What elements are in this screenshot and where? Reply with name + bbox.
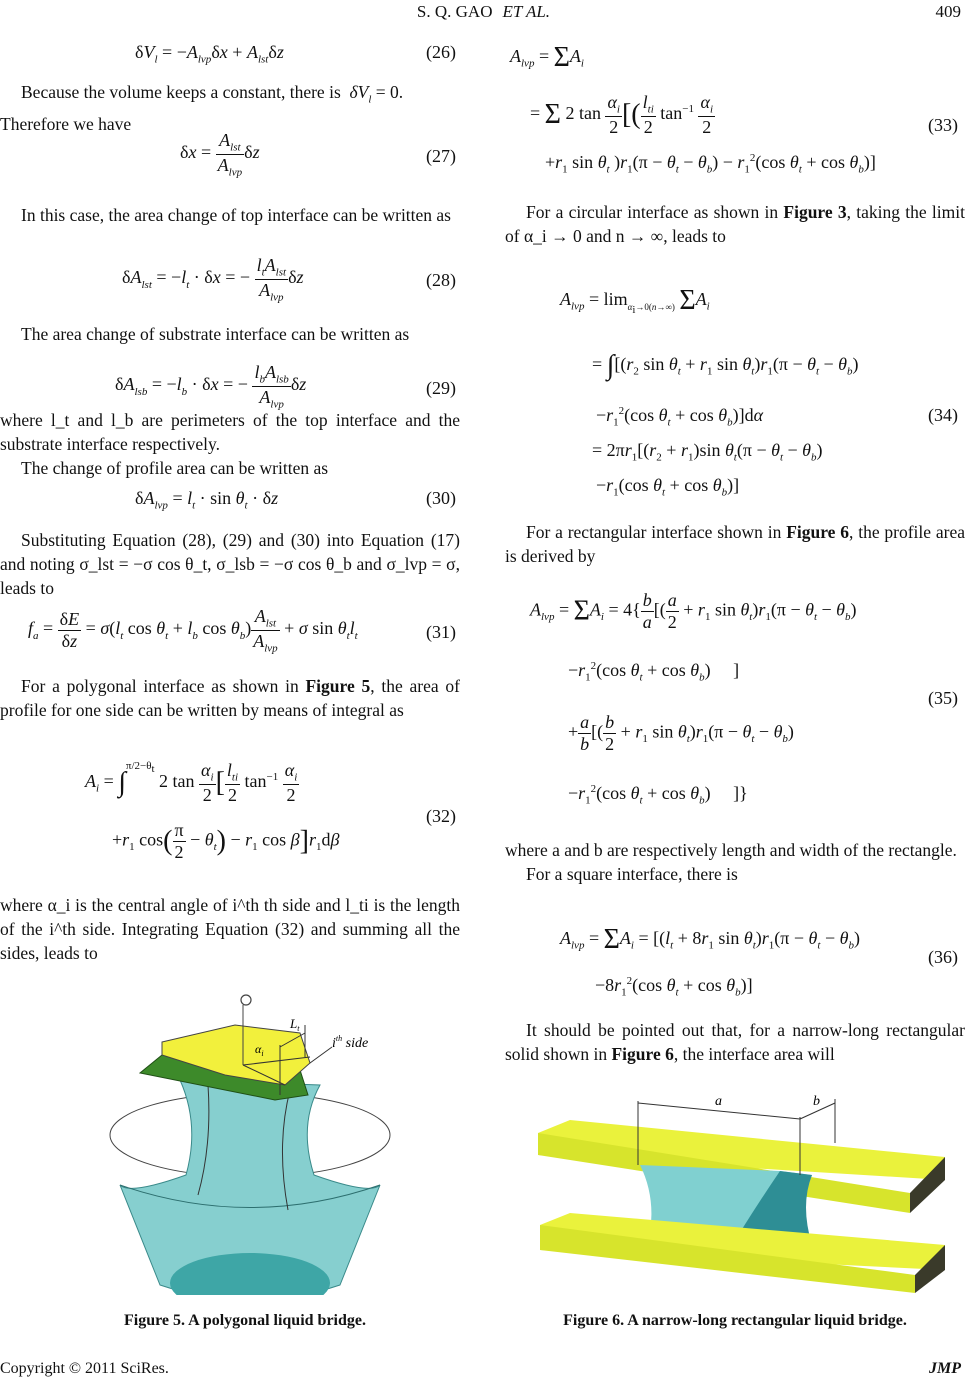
paragraph-rectangle-dims: where a and b are respectively length and width of the rectangle. [505,840,957,860]
equation-number-35: (35) [928,688,958,708]
equation-35-line-2: $-r_1^2(\cos$ $\theta_t + \cos \theta_b$) ] [568,660,740,684]
figure-6-reference[interactable]: Figure 6 [786,522,850,542]
liquid-bridge-illustration [100,985,400,1295]
figure-3-reference[interactable]: Figure 3 [783,202,847,222]
page-number: 409 [935,2,961,21]
svg-text:Lt: $L_t$ [290,1016,300,1033]
running-header [0,2,967,22]
paragraph-polygonal: For a polygonal interface as shown in Figure 5, the area of profile for one side can be written by means of integral as [0,676,460,720]
header-etal: ET AL. [502,2,551,21]
equation-33-line-3: $+r_1$ $\sin \theta_t$ )$r_1(\pi - \theta_t - \theta_b) - r_1^2(\cos$ $\theta_t + \cos \theta_b$)] [545,152,876,176]
paragraph-volume-constant: Because the volume keeps a constant, there is $\delta V_l = 0$. Therefore we have [0,82,404,134]
equation-36: $A_{lvp} = \Sigma A_i = [(l_t + 8r_1$ $\sin \theta_t)r_1(\pi - \theta_t - \theta_b)$ [560,924,860,955]
equation-35-line-4: $-r_1^2(\cos$ $\theta_t + \cos \theta_b$) ]} [568,783,748,807]
equation-number-34: (34) [928,405,958,425]
equation-number-32: (32) [426,806,456,826]
paragraph-rectangular: For a rectangular interface shown in Figure 6, the profile area is derived by [505,522,965,566]
equation-number-29: (29) [426,378,456,398]
equation-33: $A_{lvp} = \Sigma A_i$ [510,42,584,73]
rectangular-bridge-illustration [530,1095,950,1295]
figure-5-polygonal-liquid-bridge [100,985,400,1295]
equation-34-line-4: = $2\pi r_1[(r_2 + r_1)\sin$ $\theta_t(\pi - \theta_t - \theta_b)$ [592,440,823,464]
figure-6-rectangular-liquid-bridge [530,1095,950,1295]
paragraph-substituting: Substituting Equation (28), (29) and (30) into Equation (17) and noting σ_lst = −σ cos θ_t, σ_lsb = −σ cos θ_b and σ_lvp = σ, leads to [0,530,460,598]
paragraph-central-angle: where α_i is the central angle of i^th th side and l_ti is the length of the i^th side. Integrating Equation (32) and summing all the sides, leads to [0,895,460,963]
equation-31: $f_a$ = $\frac{\delta E}{\delta z}$ = $\sigma(l_t$ $\cos \theta_t + l_b$ $\cos \theta_b$) $\frac{A_{lst}}{A_{lvp}}$ + σ $\sin \theta_tl_t$ [28,606,358,655]
figure-5-caption: Figure 5. A polygonal liquid bridge. [124,1312,366,1329]
equation-33-line-2: = Σ 2 tan $\frac{\alpha_i}{2}$ [( $\frac{l_{ti}}{2}$ $\tan^{-1}$ $\frac{\alpha_i}{2}$ [530,92,713,137]
footer-copyright: Copyright © 2011 SciRes. [0,1360,169,1377]
equation-number-31: (31) [426,622,456,642]
equation-number-28: (28) [426,270,456,290]
equation-number-26: (26) [426,42,456,62]
alpha-label: $\alpha_i$ [255,1042,264,1058]
equation-29: $\delta A_{lsb} = -l_b \cdot \delta x$ = − $\frac{l_bA_{lsb}}{A_{lvp}}$ δz [115,362,307,411]
equation-36-line-2: $-8r_1^2(\cos$ $\theta_t + \cos \theta_b$)] [595,975,753,999]
equation-28: $\delta A_{lst} = -l_t \cdot \delta x$ = − $\frac{l_tA_{lst}}{A_{lvp}}$ δz [122,255,304,304]
paragraph-perimeters: where l_t and l_b are perimeters of the top interface and the substrate interface respectively. [0,410,460,454]
equation-34-line-2: = $\int[(r_2$ $\sin \theta_t + r_1$ $\sin \theta_t)r_1(\pi - \theta_t - \theta_b)$ [592,350,859,381]
figure-6-reference-2[interactable]: Figure 6 [611,1044,674,1064]
equation-30: $\delta A_{lvp} = l_t \cdot \sin \theta_t \cdot \delta z$ [135,488,279,512]
svg-text:a: a [715,1095,722,1109]
header-authors: S. Q. GAO [416,2,493,21]
equation-27: δx = $\frac{A_{lst}}{A_{lvp}}$ δz [180,130,260,179]
svg-text:ith side: $i^{th}$ side [332,1034,369,1051]
equation-32-line-2: $+r_1$ cos( $\frac{\pi}{2}$ − $\theta_t) - r_1$ $\cos \beta]r_1d\beta$ [112,820,340,862]
equation-35: $A_{lvp} = \Sigma A_i = 4${ $\frac{b}{a}$ [( $\frac{a}{2}$ + $r_1$ $\sin \theta_t)r_1(\pi - \theta_t - \theta_b)$ [530,590,857,632]
svg-text:b: b [813,1095,820,1109]
equation-34: $A_{lvp} = \lim_{\alpha_i\to 0(n\to\infty)} \Sigma A_i$ [560,285,710,316]
equation-number-30: (30) [426,488,456,508]
equation-number-33: (33) [928,115,958,135]
figure-6-caption: Figure 6. A narrow-long rectangular liquid bridge. [563,1312,907,1329]
equation-number-27: (27) [426,146,456,166]
paragraph-top-interface: In this case, the area change of top interface can be written as [21,205,451,225]
paragraph-circular: For a circular interface as shown in Figure 3, taking the limit of α_i → 0 and n → ∞, leads to [505,202,965,246]
paragraph-profile-area: The change of profile area can be written as [21,458,329,478]
paragraph-substrate-interface: The area change of substrate interface can be written as [21,324,410,344]
equation-35-line-3: + $\frac{a}{b}$ [( $\frac{b}{2}$ + $r_1$ $\sin \theta_t)r_1(\pi - \theta_t - \theta_b)$ [568,712,794,754]
paragraph-square: For a square interface, there is [526,864,738,884]
equation-32: $A_i = \int^{\pi/2-\theta_t}$ 2 tan $\frac{\alpha_i}{2}$ [ $\frac{l_{ti}}{2}$ $\tan^{-1}$ $\frac{\alpha_i}{2}$ [85,760,298,805]
footer-journal: JMP [929,1360,961,1377]
equation-34-line-5: $-r_1(\cos$ $\theta_t + \cos \theta_b$)] [596,475,740,499]
equation-34-line-3: $-r_1^2(\cos$ $\theta_t + \cos \theta_b)]d\alpha$ [596,405,764,429]
figure-5-reference[interactable]: Figure 5 [305,676,371,696]
paragraph-narrow-long: It should be pointed out that, for a narrow-long rectangular solid shown in Figure 6, the interface area will [505,1020,965,1064]
equation-26: $\delta V_l = -A_{lvp}\delta x + A_{lst}\delta z$ [135,42,284,66]
equation-number-36: (36) [928,947,958,967]
